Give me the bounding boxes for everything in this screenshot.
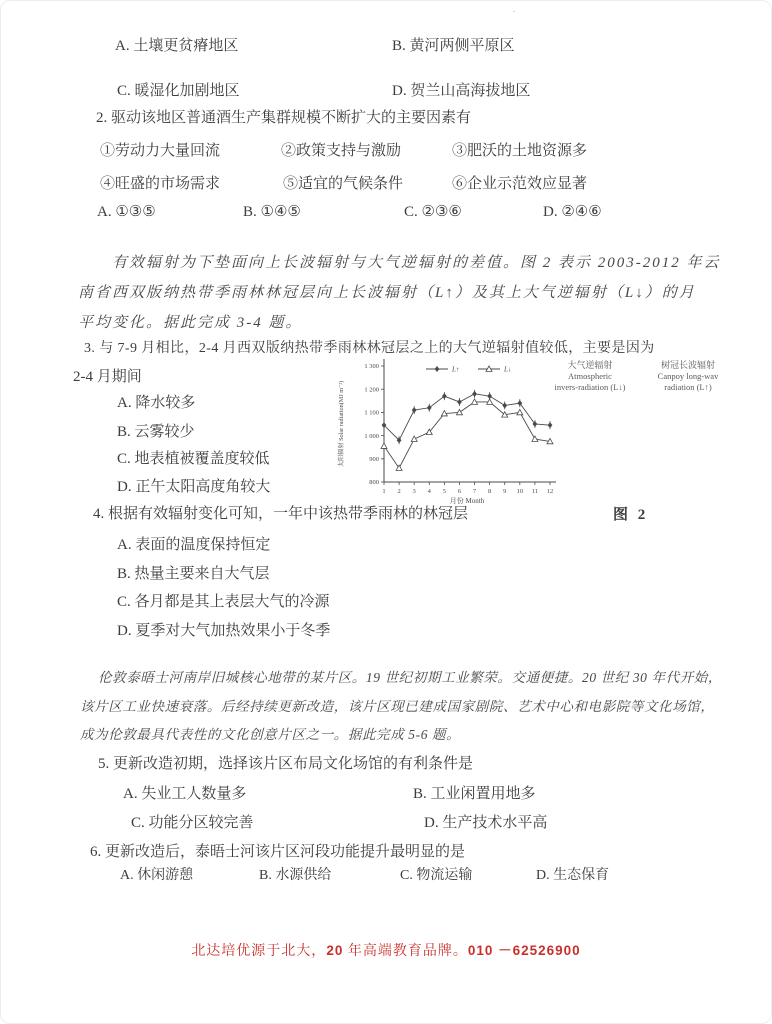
page-top-mark: · [512,4,516,18]
passage2-line-1: 伦敦泰晤士河南岸旧城核心地带的某片区。19 世纪初期工业繁荣。交通便捷。20 世纪 30 年代开始， [98,670,722,685]
svg-text:10: 10 [516,488,524,495]
svg-text:1 000: 1 000 [364,432,379,440]
q6-option-a: A. 休闲游憩 [120,868,194,883]
q2-item-2: ②政策支持与激励 [281,143,402,159]
annotation-atmospheric-en1: Atmospheric [568,371,612,382]
q5-option-d: D. 生产技术水平高 [424,815,548,831]
q2-item-5: ⑤适宜的气候条件 [283,176,404,192]
svg-text:8: 8 [488,488,492,495]
q2-choice-d: D. ②④⑥ [543,204,602,220]
q3-option-c: C. 地表植被覆盖度较低 [117,451,270,467]
svg-text:5: 5 [442,488,446,495]
q1-option-c: C. 暖湿化加剧地区 [117,83,240,99]
annotation-atmospheric-en2: invers-radiation (L↓) [554,381,626,392]
q3-stem-line2: 2-4 月期间 [73,369,142,385]
q2-item-4: ④旺盛的市场需求 [100,176,221,192]
passage1-line-1: 有效辐射为下垫面向上长波辐射与大气逆辐射的差值。图 2 表示 2003-2012 年云 [112,255,721,271]
svg-text:12: 12 [546,488,554,495]
svg-text:3: 3 [412,488,416,495]
q6-option-d: D. 生态保育 [536,868,610,883]
q4-option-c: C. 各月都是其上表层大气的冷源 [117,594,330,610]
q3-option-b: B. 云雾较少 [117,424,195,440]
footer-text-1: 北达培优源于北大， [191,944,327,959]
passage1-line-2: 南省西双版纳热带季雨林林冠层向上长波辐射（L↑）及其上大气逆辐射（L↓）的月 [78,285,696,301]
q3-option-a: A. 降水较多 [117,395,196,411]
svg-text:4: 4 [427,488,431,495]
svg-text:9: 9 [503,488,507,495]
q2-choice-b: B. ①④⑤ [243,204,301,220]
footer-phone: 010 －62526900 [467,943,581,958]
svg-text:1: 1 [382,488,386,495]
svg-text:2: 2 [397,488,401,495]
q1-option-d: D. 贺兰山高海拔地区 [392,83,531,99]
svg-text:7: 7 [472,488,477,495]
svg-text:L↓: L↓ [504,365,512,374]
footer-text-2: 年高端教育品牌。 [343,944,468,959]
svg-text:800: 800 [369,479,379,487]
q5-option-a: A. 失业工人数量多 [123,786,247,802]
q1-option-a: A. 土壤更贫瘠地区 [115,38,239,54]
annotation-atmospheric [546,360,634,393]
q5-option-b: B. 工业闲置用地多 [413,786,536,802]
svg-text:6: 6 [457,488,462,495]
q5-stem: 5. 更新改造初期，选择该片区布局文化场馆的有利条件是 [98,756,474,772]
q3-stem-line1: 3. 与 7-9 月相比，2-4 月西双版纳热带季雨林林冠层之上的大气逆辐射值较低，主要是因为 [84,341,655,356]
q6-option-b: B. 水源供给 [259,868,332,883]
svg-text:太阳辐射 Solar radiation(MJ m⁻²): 太阳辐射 Solar radiation(MJ m⁻²) [338,380,345,468]
figure2-chart [334,352,566,508]
q1-option-b: B. 黄河两侧平原区 [392,38,515,54]
svg-text:900: 900 [369,456,379,463]
annotation-canopy-cn: 树冠长波辐射 [660,360,715,370]
q2-stem: 2. 驱动该地区普通酒生产集群规模不断扩大的主要因素有 [96,110,472,126]
svg-text:1 200: 1 200 [364,386,379,394]
q4-stem: 4. 根据有效辐射变化可知，一年中该热带季雨林的林冠层 [93,506,469,522]
footer-banner [0,939,772,960]
annotation-atmospheric-cn: 大气逆辐射 [567,360,613,370]
q4-option-a: A. 表面的温度保持恒定 [117,537,271,553]
annotation-canopy-en2: radiation (L↑) [664,381,712,392]
q2-item-3: ③肥沃的土地资源多 [452,143,588,159]
passage2-line-2: 该片区工业快速衰落。后经持续更新改造，该片区现已建成国家剧院、艺术中心和电影院等文化场馆， [80,699,715,714]
svg-text:月份 Month: 月份 Month [449,497,485,505]
figure2-annotations [546,360,732,393]
q2-item-1: ①劳动力大量回流 [100,143,221,159]
passage1-line-3: 平均变化。据此完成 3-4 题。 [78,315,303,331]
q5-option-c: C. 功能分区较完善 [131,815,254,831]
q4-option-d: D. 夏季对大气加热效果小于冬季 [117,623,331,639]
svg-text:11: 11 [531,488,539,495]
annotation-canopy-en1: Canpoy long-wav [657,371,719,382]
footer-years: 20 [326,943,344,958]
passage2-line-3: 成为伦敦最具代表性的文化创意片区之一。据此完成 5-6 题。 [80,727,461,742]
figure2-chart-svg [334,352,566,508]
q3-option-d: D. 正午太阳高度角较大 [117,479,271,495]
q4-option-b: B. 热量主要来自大气层 [117,566,270,582]
figure2-caption: 图 2 [613,507,649,523]
q6-option-c: C. 物流运输 [400,868,473,883]
annotation-canopy [644,360,732,393]
q2-item-6: ⑥企业示范效应显著 [452,176,588,192]
svg-text:L↑: L↑ [452,365,460,374]
q2-choice-a: A. ①③⑤ [97,204,156,220]
q2-choice-c: C. ②③⑥ [404,204,462,220]
svg-text:1 100: 1 100 [364,409,379,417]
svg-text:1 300: 1 300 [364,363,379,371]
q6-stem: 6. 更新改造后，泰晤士河该片区河段功能提升最明显的是 [90,844,466,860]
